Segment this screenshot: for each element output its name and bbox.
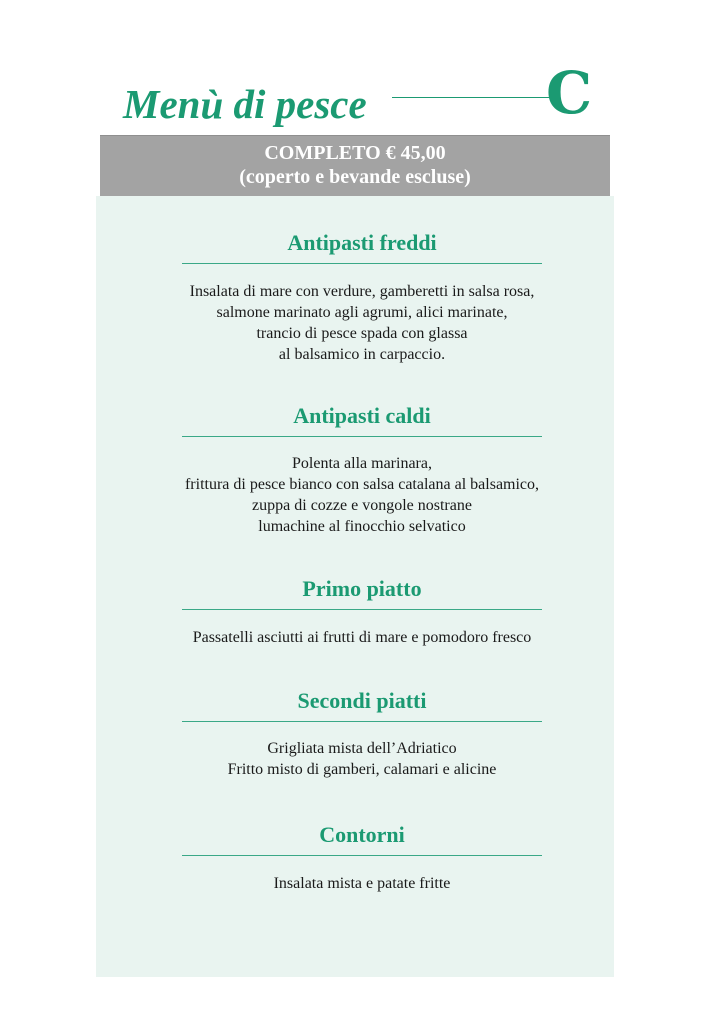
section-heading: Secondi piatti bbox=[297, 688, 427, 713]
section-secondi-piatti bbox=[0, 687, 724, 780]
section-antipasti-freddi bbox=[0, 229, 724, 365]
price-note: (coperto e bevande escluse) bbox=[239, 166, 471, 188]
section-contorni bbox=[0, 821, 724, 894]
menu-title: Menù di pesce bbox=[123, 81, 367, 127]
price-label: COMPLETO € 45,00 bbox=[264, 142, 446, 164]
menu-item: Insalata mista e patate fritte bbox=[273, 875, 451, 892]
menu-item: Grigliata mista dell’Adriatico bbox=[267, 740, 457, 757]
menu-item: lumachine al finocchio selvatico bbox=[258, 518, 466, 535]
menu-item: Insalata di mare con verdure, gamberetti in salsa rosa, bbox=[189, 283, 535, 300]
menu-item: frittura di pesce bianco con salsa catalana al balsamico, bbox=[184, 476, 540, 493]
section-divider bbox=[182, 609, 542, 610]
section-divider bbox=[182, 263, 542, 264]
menu-item: Passatelli asciutti ai frutti di mare e pomodoro fresco bbox=[192, 629, 532, 646]
price-banner bbox=[100, 135, 610, 197]
menu-item: Polenta alla marinara, bbox=[292, 455, 432, 472]
section-primo-piatto bbox=[0, 575, 724, 648]
menu-item: al balsamico in carpaccio. bbox=[278, 346, 446, 363]
section-heading: Primo piatto bbox=[302, 576, 422, 601]
section-divider bbox=[182, 436, 542, 437]
logo-monogram: C bbox=[546, 59, 593, 127]
menu-item: Fritto misto di gamberi, calamari e alicine bbox=[227, 761, 497, 778]
section-heading: Contorni bbox=[319, 822, 405, 847]
section-heading: Antipasti caldi bbox=[293, 403, 431, 428]
menu-item: salmone marinato agli agrumi, alici marinate, bbox=[216, 304, 508, 321]
section-heading: Antipasti freddi bbox=[287, 230, 437, 255]
section-divider bbox=[182, 855, 542, 856]
section-divider bbox=[182, 721, 542, 722]
title-divider bbox=[392, 97, 552, 98]
menu-item: zuppa di cozze e vongole nostrane bbox=[252, 497, 472, 514]
menu-item: trancio di pesce spada con glassa bbox=[256, 325, 468, 342]
section-antipasti-caldi bbox=[0, 402, 724, 537]
